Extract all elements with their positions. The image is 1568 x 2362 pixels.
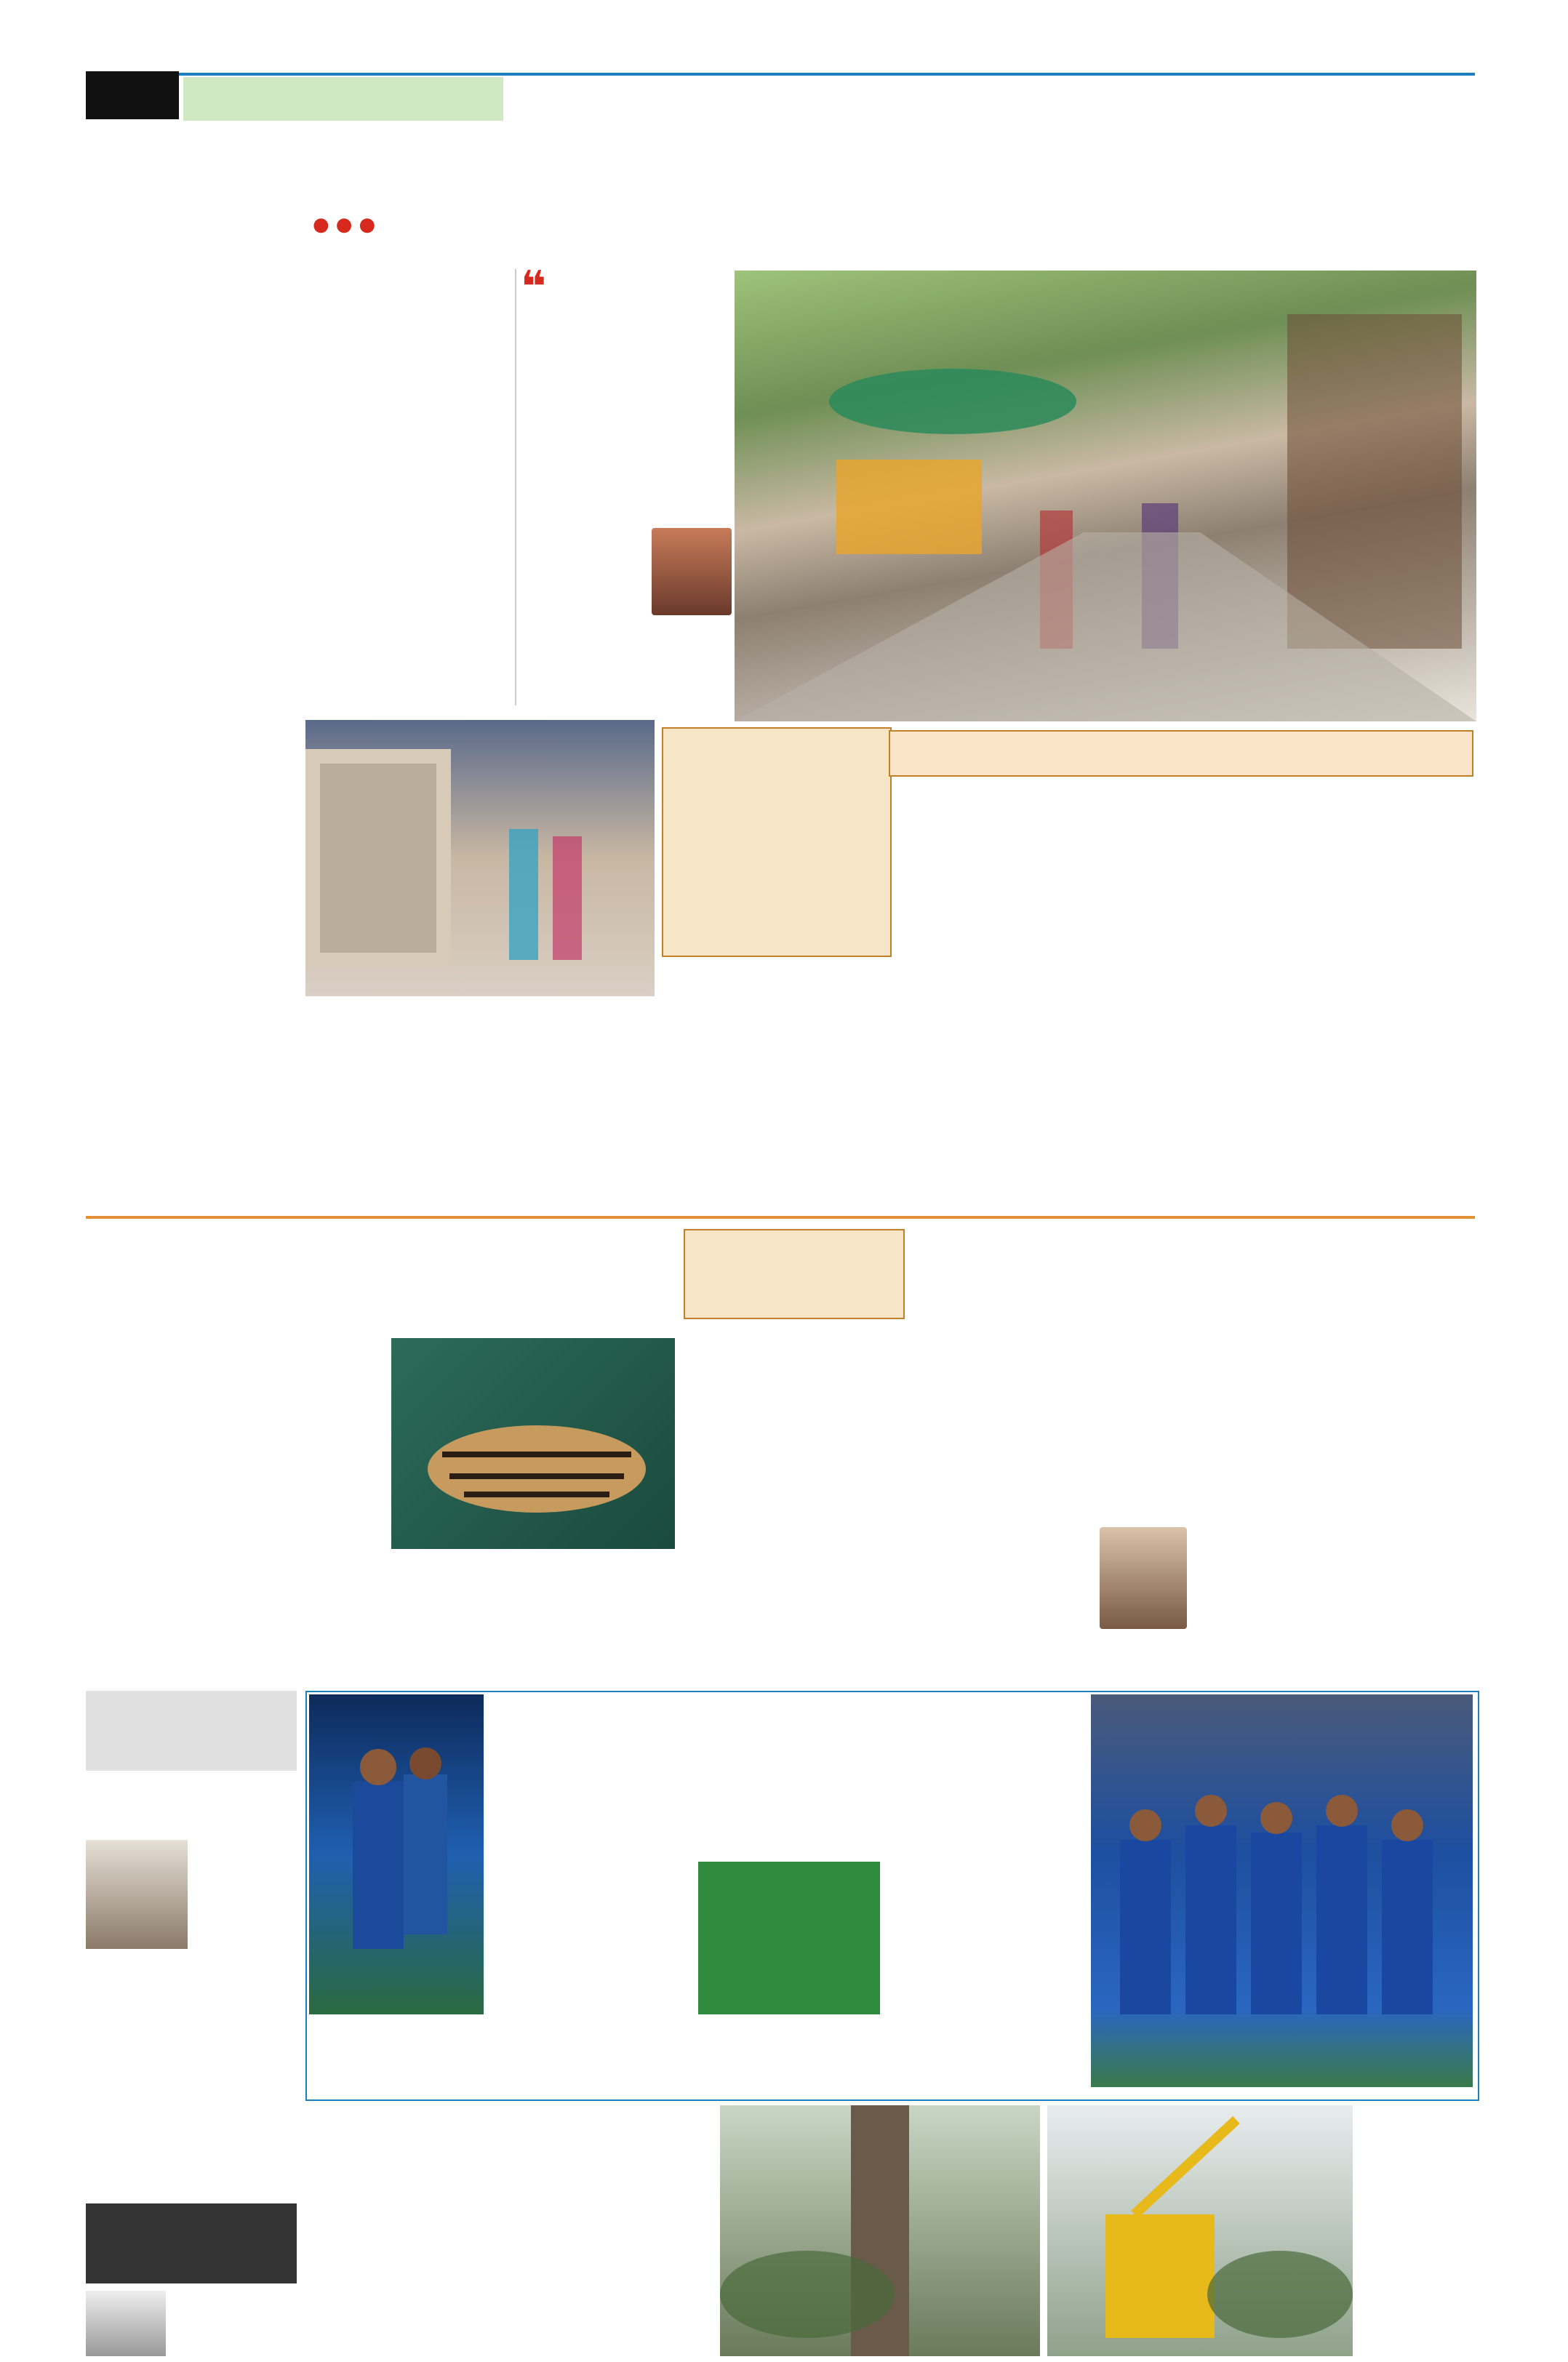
shop-stalls-photo xyxy=(305,720,655,996)
kidnap-headline xyxy=(305,2105,713,2185)
lead-body-col3 xyxy=(305,1000,509,1211)
suryakumar-photo xyxy=(309,1694,484,2014)
lead-bullets xyxy=(313,212,1476,237)
mumbai-team-photo xyxy=(1091,1694,1473,2087)
photo-illustration xyxy=(305,720,655,996)
cricket-photo-caption xyxy=(309,2022,484,2094)
revanna-body xyxy=(86,1774,297,2196)
match-info-box xyxy=(698,1862,880,2014)
tree-caption xyxy=(1360,2105,1476,2356)
modi-body-1 xyxy=(911,1302,1092,1680)
photo-illustration xyxy=(391,1338,675,1549)
quote-text xyxy=(521,305,732,524)
quote-attribution xyxy=(521,524,652,611)
kidnap-body-1 xyxy=(305,2189,502,2356)
obituary-title xyxy=(86,2203,297,2283)
tiger-headline xyxy=(86,1229,675,1331)
obituary-photo xyxy=(86,2291,166,2356)
photo-illustration xyxy=(1091,1694,1473,2087)
modi-body-3 xyxy=(1289,1302,1478,1680)
cricket-body-2 xyxy=(698,2022,880,2094)
tiger-body xyxy=(86,1338,384,1673)
page-number xyxy=(86,71,179,119)
section-divider xyxy=(86,1216,1475,1219)
footpath-market-photo xyxy=(735,271,1476,721)
lead-body-col5 xyxy=(1055,945,1258,1207)
cricket-body-3 xyxy=(887,1862,1084,2094)
lead-body-col4 xyxy=(516,1000,720,1211)
photo-illustration xyxy=(1047,2105,1353,2356)
quote-icon: ❝ xyxy=(521,262,547,313)
commissioner-photo xyxy=(652,528,732,615)
sidebar-note xyxy=(662,727,892,957)
commissioner-quote xyxy=(515,262,732,705)
modi-body-2 xyxy=(1100,1302,1281,1520)
lead-body-col4b xyxy=(727,945,945,1207)
kidnap-body-2 xyxy=(509,2189,713,2356)
cricket-body-1 xyxy=(491,1862,695,2094)
photo-illustration xyxy=(309,1694,484,2014)
weather-title xyxy=(684,1229,905,1319)
obituary-body xyxy=(172,2291,297,2356)
bullet-icon: ● xyxy=(359,214,376,236)
lead-body-col2 xyxy=(305,269,509,705)
photo-illustration xyxy=(735,271,1476,721)
fallen-tree-photo-2 xyxy=(1047,2105,1353,2356)
sidebar-text xyxy=(668,733,886,915)
photo-illustration xyxy=(720,2105,1040,2356)
tiger-photo xyxy=(391,1338,675,1549)
section-label xyxy=(183,77,503,121)
lead-body-col6 xyxy=(1265,945,1476,1207)
fallen-tree-photo-1 xyxy=(720,2105,1040,2356)
weather-body xyxy=(684,1324,902,1680)
bullet-icon: ● xyxy=(335,214,353,236)
bullet-icon: ● xyxy=(313,214,329,236)
tiger-body-2 xyxy=(391,1556,675,1680)
lead-body-col1 xyxy=(86,212,297,910)
box-text xyxy=(889,778,1471,931)
revanna-title xyxy=(86,1691,297,1771)
modi-headline xyxy=(911,1229,1478,1294)
header-rule xyxy=(86,73,1475,76)
modi-photo xyxy=(1100,1527,1187,1629)
box-title xyxy=(889,730,1473,777)
